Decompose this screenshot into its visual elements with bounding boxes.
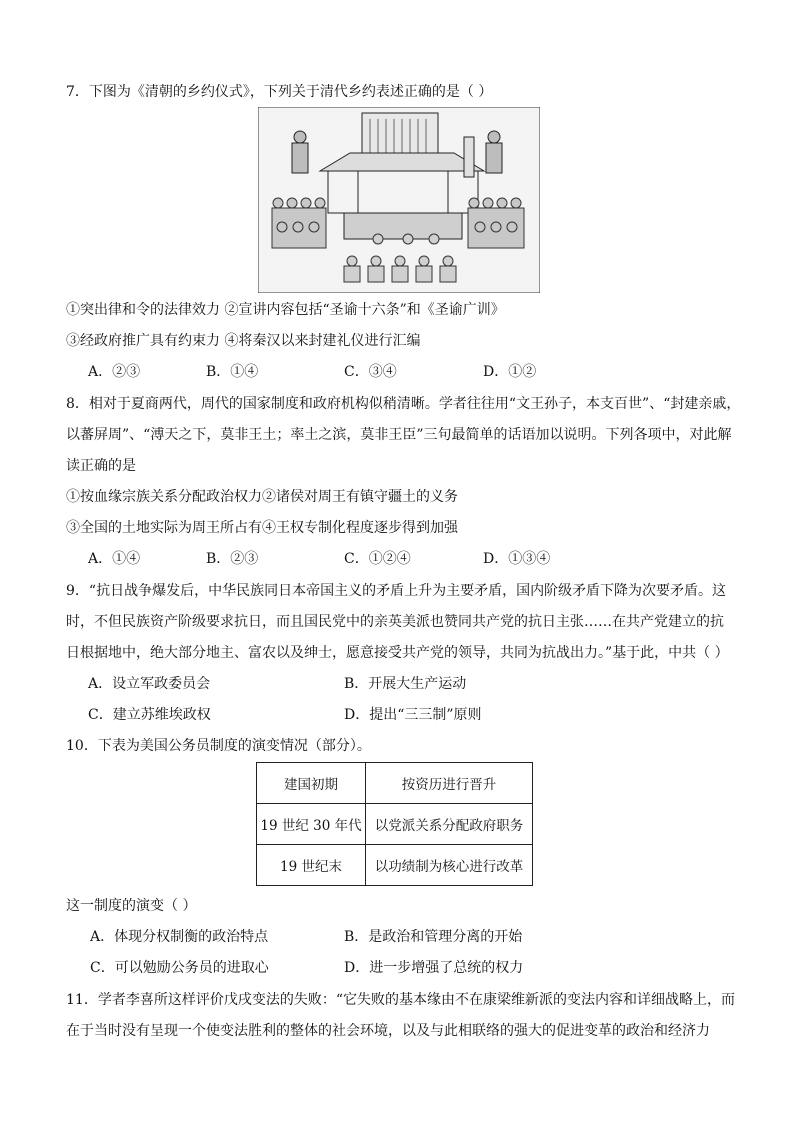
table-cell-description: 以党派关系分配政府职务 bbox=[366, 804, 533, 845]
question-7-stem: 7．下图为《清朝的乡约仪式》，下列关于清代乡约表述正确的是（ ） bbox=[66, 84, 493, 100]
table-cell-period: 19 世纪末 bbox=[257, 845, 366, 886]
us-civil-service-table bbox=[256, 762, 533, 886]
question-10-option-c[interactable]: C．可以勉励公务员的进取心 bbox=[90, 960, 269, 976]
table-row bbox=[257, 804, 533, 845]
table-cell-period: 建国初期 bbox=[257, 763, 366, 804]
question-7-option-c[interactable]: C．③④ bbox=[344, 364, 397, 380]
question-10-option-d[interactable]: D．进一步增强了总统的权力 bbox=[344, 960, 524, 976]
question-8-option-c[interactable]: C．①②④ bbox=[344, 551, 411, 567]
question-8-statement-1: ①按血缘宗族关系分配政治权力②诸侯对周王有镇守疆土的义务 bbox=[66, 489, 458, 505]
table-row bbox=[257, 845, 533, 886]
question-7-option-b[interactable]: B．①④ bbox=[206, 364, 259, 380]
question-10-after-table: 这一制度的演变（ ） bbox=[66, 898, 197, 914]
question-9-option-a[interactable]: A．设立军政委员会 bbox=[88, 676, 211, 692]
question-8-statement-2: ③全国的土地实际为周王所占有④王权专制化程度逐步得到加强 bbox=[66, 520, 458, 536]
question-10-stem: 10．下表为美国公务员制度的演变情况（部分）。 bbox=[66, 738, 371, 754]
table-cell-description: 按资历进行晋升 bbox=[366, 763, 533, 804]
question-8-option-d[interactable]: D．①③④ bbox=[483, 551, 551, 567]
question-11-stem-line-1: 11．学者李喜所这样评价戊戌变法的失败：“它失败的基本缘由不在康梁维新派的变法内容和详细战略上，而 bbox=[66, 992, 735, 1008]
question-9-option-d[interactable]: D．提出“三三制”原则 bbox=[344, 707, 482, 723]
question-10-option-a[interactable]: A．体现分权制衡的政治特点 bbox=[90, 929, 269, 945]
question-7-option-a[interactable]: A．②③ bbox=[88, 364, 141, 380]
question-8-option-b[interactable]: B．②③ bbox=[206, 551, 259, 567]
qing-village-ceremony-illustration bbox=[258, 107, 540, 293]
table-row bbox=[257, 763, 533, 804]
question-9-option-b[interactable]: B．开展大生产运动 bbox=[344, 676, 467, 692]
question-8-option-a[interactable]: A．①④ bbox=[88, 551, 141, 567]
question-8-stem-line-3: 读正确的是 bbox=[66, 458, 136, 474]
question-9-option-c[interactable]: C．建立苏维埃政权 bbox=[88, 707, 211, 723]
question-8-stem-line-1: 8．相对于夏商两代，周代的国家制度和政府机构似稍清晰。学者往往用“文王孙子，本支百世”、“封建亲戚， bbox=[66, 396, 741, 412]
question-10-option-b[interactable]: B．是政治和管理分离的开始 bbox=[344, 929, 523, 945]
question-9-stem-line-1: 9．“抗日战争爆发后，中华民族同日本帝国主义的矛盾上升为主要矛盾，国内阶级矛盾下降为次要矛盾。这 bbox=[66, 583, 727, 599]
table-cell-description: 以功绩制为核心进行改革 bbox=[366, 845, 533, 886]
table-cell-period: 19 世纪 30 年代 bbox=[257, 804, 366, 845]
question-9-stem-line-2: 时，不但民族资产阶级要求抗日，而且国民党中的亲英美派也赞同共产党的抗日主张……在共产党建立的抗 bbox=[66, 614, 724, 630]
question-9-stem-line-3: 日根据地中，绝大部分地主、富农以及绅士，愿意接受共产党的领导，共同为抗战出力。”基于此，中共（ ） bbox=[66, 645, 729, 661]
question-8-stem-line-2: 以蕃屏周”、“溥天之下，莫非王土；率土之滨，莫非王臣”三句最简单的话语加以说明。下列各项中，对此解 bbox=[66, 427, 732, 443]
question-7-statement-1: ①突出律和令的法律效力 ②宣讲内容包括“圣谕十六条”和《圣谕广训》 bbox=[66, 302, 505, 318]
question-7-option-d[interactable]: D．①② bbox=[483, 364, 537, 380]
question-11-stem-line-2: 在于当时没有呈现一个使变法胜利的整体的社会环境，以及与此相联络的强大的促进变革的政治和经济力 bbox=[66, 1023, 710, 1039]
question-7-statement-2: ③经政府推广具有约束力 ④将秦汉以来封建礼仪进行汇编 bbox=[66, 333, 421, 349]
